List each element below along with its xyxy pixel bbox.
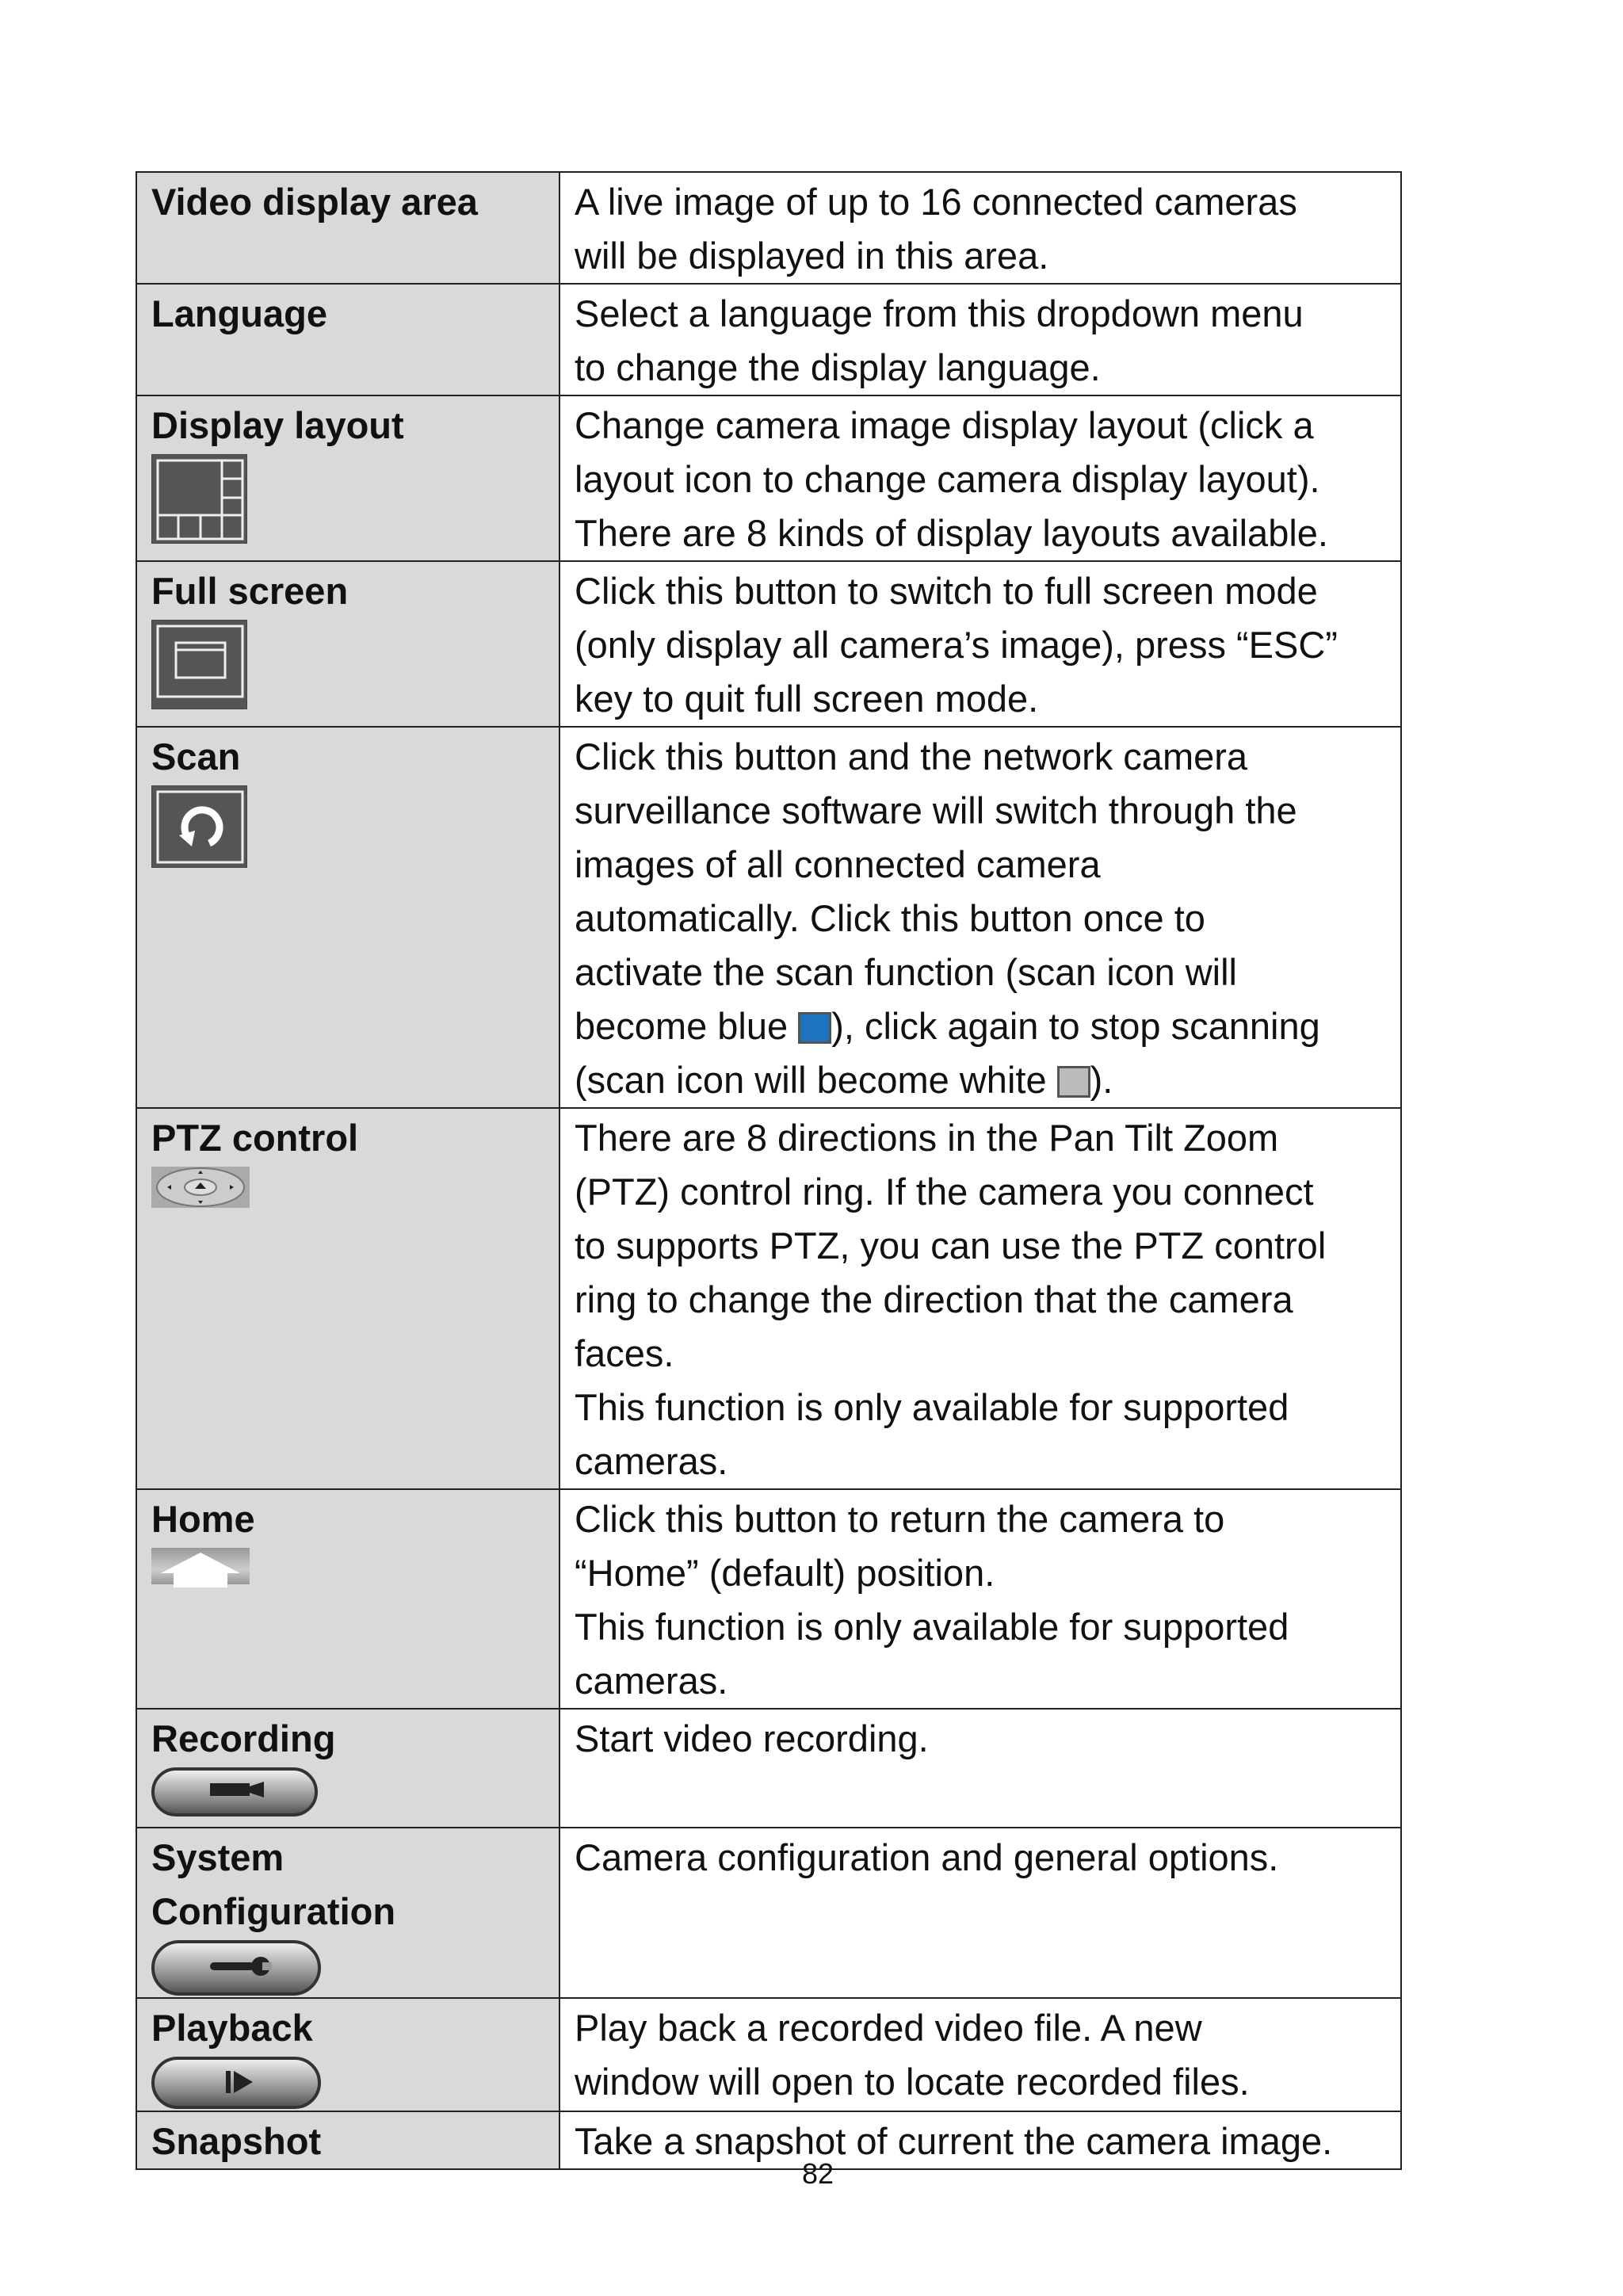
desc-line: surveillance software will switch through the	[575, 789, 1297, 831]
fullscreen-icon	[151, 620, 247, 709]
term-label: Language	[151, 292, 327, 334]
table-row	[136, 1998, 1401, 2111]
term	[136, 284, 559, 395]
wrench-button-icon	[151, 1940, 321, 1996]
term-label: Playback	[151, 2007, 313, 2049]
term	[136, 1998, 559, 2111]
term-label: Video display area	[151, 181, 478, 223]
table-row	[136, 561, 1401, 727]
term-label: Scan	[151, 735, 241, 777]
desc-text: ), click again to stop scanning	[831, 1005, 1320, 1047]
term	[136, 727, 559, 1108]
desc-text: ).	[1090, 1059, 1113, 1101]
description	[559, 1709, 1401, 1828]
desc-line: Click this button to switch to full screen mode	[575, 570, 1318, 612]
description	[559, 1108, 1401, 1489]
desc-line: “Home” (default) position.	[575, 1552, 995, 1594]
term	[136, 1709, 559, 1828]
desc-line: Click this button to return the camera to	[575, 1498, 1225, 1540]
table-row	[136, 1489, 1401, 1709]
description	[559, 284, 1401, 395]
home-icon	[151, 1548, 250, 1584]
desc-line: Start video recording.	[575, 1717, 929, 1759]
term-label: Recording	[151, 1717, 336, 1759]
term	[136, 1828, 559, 1998]
desc-line: This function is only available for supported	[575, 1606, 1289, 1648]
desc-line: Play back a recorded video file. A new	[575, 2007, 1202, 2049]
desc-line: images of all connected camera	[575, 843, 1101, 885]
page-number: 82	[801, 2157, 834, 2190]
desc-line: window will open to locate recorded files.	[575, 2061, 1250, 2103]
record-button-icon	[151, 1767, 318, 1817]
term-label: Configuration	[151, 1890, 396, 1932]
description	[559, 727, 1401, 1108]
desc-line: automatically. Click this button once to	[575, 897, 1205, 939]
desc-line: Camera configuration and general options.	[575, 1836, 1279, 1878]
desc-line: will be displayed in this area.	[575, 235, 1049, 277]
term	[136, 561, 559, 727]
desc-line: ring to change the direction that the camera	[575, 1278, 1293, 1320]
play-button-icon	[151, 2057, 321, 2109]
desc-line: There are 8 kinds of display layouts available.	[575, 512, 1328, 554]
desc-line: cameras.	[575, 1440, 728, 1482]
desc-line: (PTZ) control ring. If the camera you connect	[575, 1171, 1314, 1213]
desc-line: Click this button and the network camera	[575, 735, 1248, 777]
table-row	[136, 395, 1401, 561]
desc-line: This function is only available for supported	[575, 1386, 1289, 1428]
table-row	[136, 1709, 1401, 1828]
description	[559, 1489, 1401, 1709]
description	[559, 1998, 1401, 2111]
desc-line: activate the scan function (scan icon will	[575, 951, 1237, 993]
term-label: Home	[151, 1498, 255, 1540]
scan-icon	[151, 785, 247, 868]
term	[136, 395, 559, 561]
table-row	[136, 1108, 1401, 1489]
desc-line	[575, 1053, 1400, 1107]
desc-line: Select a language from this dropdown menu	[575, 292, 1304, 334]
feature-table	[136, 171, 1402, 2170]
layout-icon	[151, 454, 247, 544]
desc-line: Change camera image display layout (click a	[575, 404, 1314, 446]
table-row	[136, 284, 1401, 395]
desc-line: There are 8 directions in the Pan Tilt Zoom	[575, 1117, 1279, 1159]
term-label: Snapshot	[151, 2120, 322, 2162]
desc-line: to change the display language.	[575, 346, 1101, 388]
desc-line: key to quit full screen mode.	[575, 678, 1039, 720]
scan-white-icon	[1057, 1066, 1090, 1098]
scan-blue-icon	[798, 1012, 831, 1044]
desc-text: become blue	[575, 1005, 799, 1047]
table-row	[136, 172, 1401, 284]
description	[559, 395, 1401, 561]
desc-line: layout icon to change camera display layout).	[575, 458, 1320, 500]
table-row	[136, 1828, 1401, 1998]
desc-line: (only display all camera’s image), press “ESC”	[575, 624, 1338, 666]
ptz-ring-icon	[151, 1167, 250, 1208]
description	[559, 172, 1401, 284]
term-label: PTZ control	[151, 1117, 359, 1159]
term	[136, 1108, 559, 1489]
desc-line: faces.	[575, 1332, 674, 1374]
term-label: Display layout	[151, 404, 404, 446]
desc-line: cameras.	[575, 1660, 728, 1702]
term-label: System	[151, 1836, 285, 1878]
desc-line: to supports PTZ, you can use the PTZ control	[575, 1224, 1327, 1266]
description	[559, 1828, 1401, 1998]
desc-text: (scan icon will become white	[575, 1059, 1057, 1101]
term-label: Full screen	[151, 570, 349, 612]
desc-line: Take a snapshot of current the camera image.	[575, 2120, 1333, 2162]
description	[559, 561, 1401, 727]
desc-line	[575, 999, 1400, 1053]
term	[136, 1489, 559, 1709]
term	[136, 172, 559, 284]
desc-line: A live image of up to 16 connected cameras	[575, 181, 1297, 223]
table-row	[136, 727, 1401, 1108]
